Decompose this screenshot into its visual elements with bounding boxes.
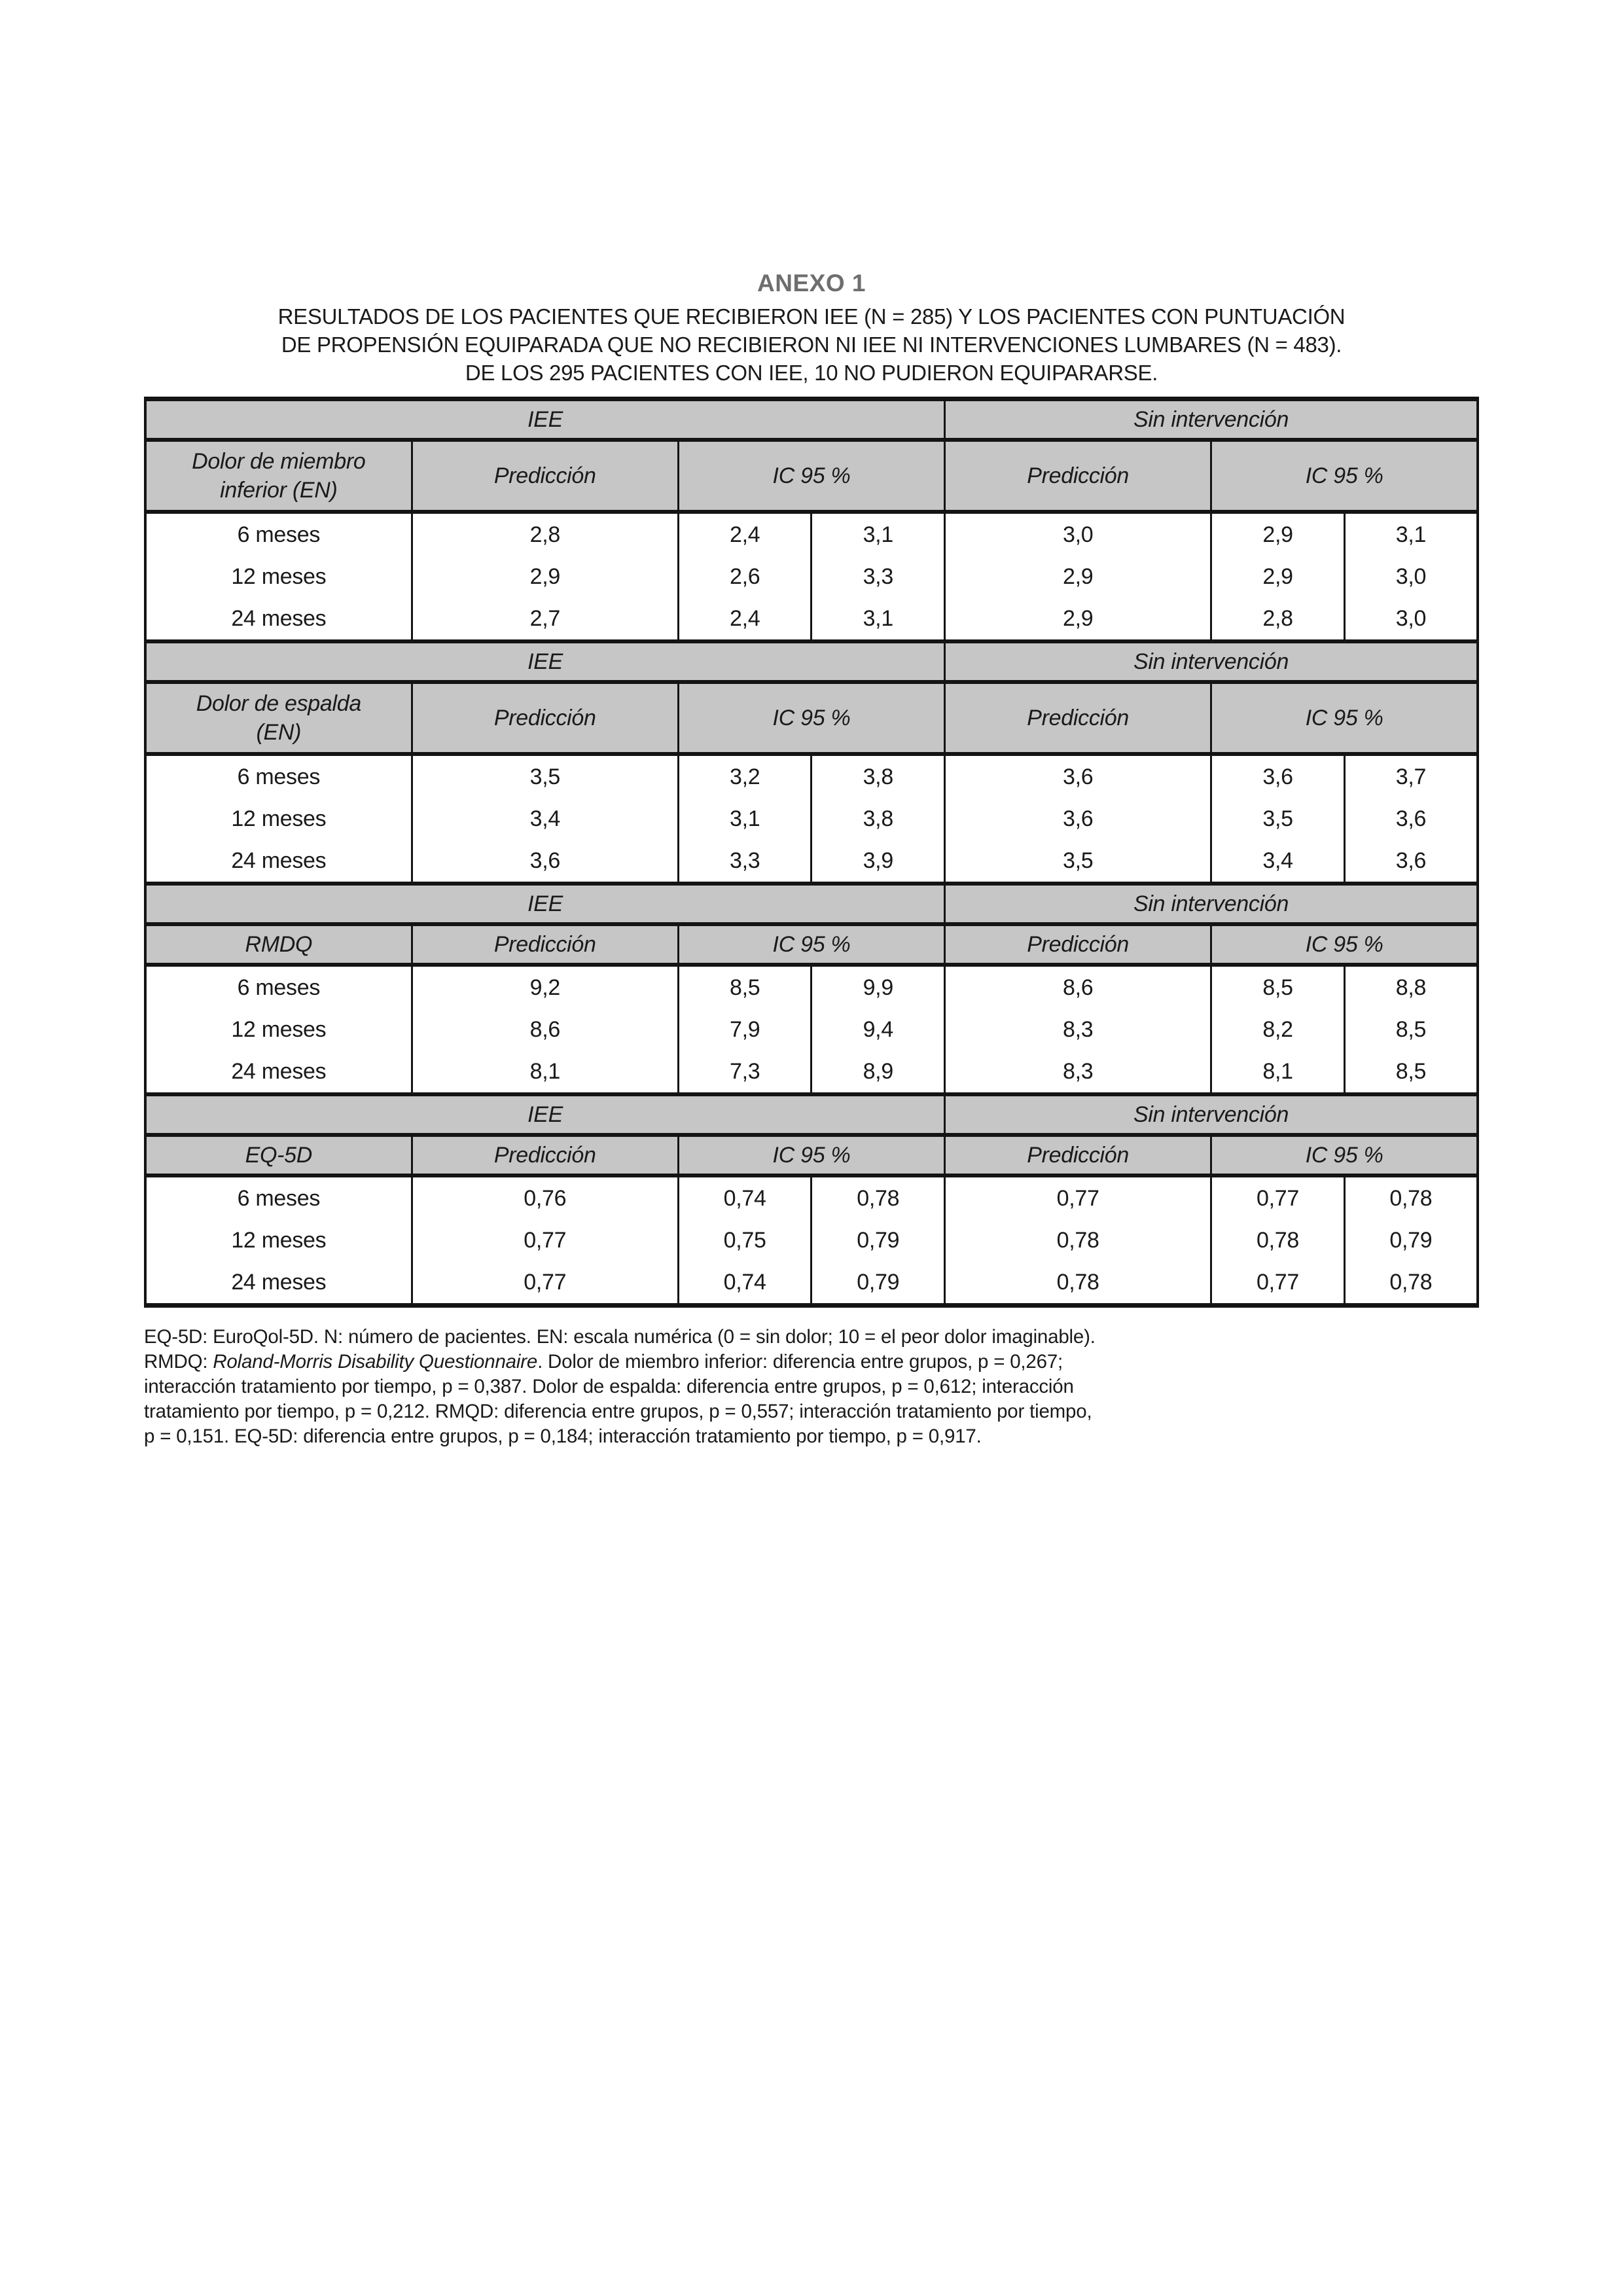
group-header-iee: IEE [145, 1094, 945, 1135]
value-sin-prediction: 2,9 [945, 598, 1211, 641]
value-iee-ci-high: 9,4 [812, 1009, 945, 1050]
footnote-italic-segment: Roland-Morris Disability Questionnaire [213, 1351, 538, 1372]
data-row [145, 598, 1478, 641]
group-header-sin-intervencion: Sin intervención [945, 399, 1478, 440]
value-sin-prediction: 3,0 [945, 512, 1211, 556]
value-sin-ci-high: 0,78 [1344, 1175, 1478, 1219]
col-header-prediction-sin: Predicción [945, 1135, 1211, 1175]
value-iee-prediction: 2,7 [412, 598, 678, 641]
value-iee-prediction: 8,6 [412, 1009, 678, 1050]
col-header-prediction-iee: Predicción [412, 1135, 678, 1175]
footnote-segment: . Dolor de miembro inferior: diferencia entre grupos, p = 0,267; [537, 1351, 1063, 1372]
value-iee-ci-low: 0,74 [678, 1175, 812, 1219]
title-line-1: RESULTADOS DE LOS PACIENTES QUE RECIBIERON IEE (N = 285) Y LOS PACIENTES CON PUNTUACIÓN [277, 304, 1346, 329]
title-line-2: DE PROPENSIÓN EQUIPARADA QUE NO RECIBIERON NI IEE NI INTERVENCIONES LUMBARES (N = 483). [281, 332, 1342, 357]
group-header-iee: IEE [145, 641, 945, 682]
col-header-prediction-iee: Predicción [412, 682, 678, 754]
group-header-iee: IEE [145, 399, 945, 440]
data-row [145, 1050, 1478, 1094]
value-iee-ci-low: 0,75 [678, 1219, 812, 1261]
col-header-ci95-sin: IC 95 % [1211, 682, 1478, 754]
row-label-time: 12 meses [145, 1219, 412, 1261]
col-header-prediction-sin: Predicción [945, 440, 1211, 512]
measure-label-line: EQ-5D [245, 1143, 313, 1168]
value-iee-ci-high: 8,9 [812, 1050, 945, 1094]
measure-label-line: RMDQ [245, 932, 313, 957]
value-iee-ci-high: 3,8 [812, 754, 945, 798]
column-header-row [145, 440, 1478, 512]
col-header-ci95-sin: IC 95 % [1211, 1135, 1478, 1175]
value-iee-prediction: 8,1 [412, 1050, 678, 1094]
value-sin-ci-low: 0,78 [1211, 1219, 1345, 1261]
value-iee-prediction: 2,8 [412, 512, 678, 556]
group-header-row [145, 641, 1478, 682]
value-sin-ci-low: 8,5 [1211, 965, 1345, 1009]
footnote-segment: interacción tratamiento por tiempo, p = 0,387. Dolor de espalda: diferencia entre grupos, p = 0,612; interacción [144, 1376, 1074, 1397]
row-label-time: 6 meses [145, 512, 412, 556]
data-row [145, 965, 1478, 1009]
value-iee-prediction: 3,5 [412, 754, 678, 798]
value-sin-ci-low: 2,9 [1211, 556, 1345, 598]
value-sin-prediction: 0,78 [945, 1261, 1211, 1306]
group-header-row [145, 1094, 1478, 1135]
value-sin-prediction: 8,6 [945, 965, 1211, 1009]
col-header-prediction-iee: Predicción [412, 440, 678, 512]
col-header-prediction-sin: Predicción [945, 682, 1211, 754]
row-label-time: 24 meses [145, 1261, 412, 1306]
measure-label [145, 440, 412, 512]
data-row [145, 1009, 1478, 1050]
footnote-line [144, 1374, 1479, 1399]
measure-label-line: Dolor de espalda [196, 691, 361, 716]
measure-label [145, 1135, 412, 1175]
value-iee-prediction: 3,6 [412, 840, 678, 884]
value-sin-ci-low: 8,2 [1211, 1009, 1345, 1050]
value-sin-ci-high: 8,5 [1344, 1050, 1478, 1094]
value-iee-ci-high: 0,78 [812, 1175, 945, 1219]
group-header-sin-intervencion: Sin intervención [945, 884, 1478, 924]
value-sin-ci-high: 8,5 [1344, 1009, 1478, 1050]
value-sin-ci-high: 8,8 [1344, 965, 1478, 1009]
value-sin-ci-high: 0,79 [1344, 1219, 1478, 1261]
value-sin-ci-high: 3,6 [1344, 840, 1478, 884]
value-sin-ci-high: 3,6 [1344, 798, 1478, 840]
value-iee-ci-high: 3,3 [812, 556, 945, 598]
data-row [145, 1219, 1478, 1261]
value-sin-prediction: 3,5 [945, 840, 1211, 884]
value-sin-ci-low: 2,8 [1211, 598, 1345, 641]
row-label-time: 12 meses [145, 798, 412, 840]
value-iee-ci-low: 8,5 [678, 965, 812, 1009]
value-iee-prediction: 0,76 [412, 1175, 678, 1219]
value-iee-ci-high: 0,79 [812, 1219, 945, 1261]
value-sin-ci-low: 3,6 [1211, 754, 1345, 798]
footnote-segment: tratamiento por tiempo, p = 0,212. RMQD: diferencia entre grupos, p = 0,557; interacción tratamiento por tiempo, [144, 1401, 1092, 1422]
value-iee-ci-low: 2,6 [678, 556, 812, 598]
col-header-prediction-sin: Predicción [945, 924, 1211, 965]
column-header-row [145, 924, 1478, 965]
value-sin-prediction: 2,9 [945, 556, 1211, 598]
value-sin-ci-low: 8,1 [1211, 1050, 1345, 1094]
value-sin-prediction: 8,3 [945, 1009, 1211, 1050]
group-header-sin-intervencion: Sin intervención [945, 1094, 1478, 1135]
column-header-row [145, 1135, 1478, 1175]
value-iee-ci-high: 3,1 [812, 598, 945, 641]
data-row [145, 840, 1478, 884]
data-row [145, 512, 1478, 556]
value-iee-ci-low: 2,4 [678, 598, 812, 641]
value-iee-ci-high: 3,1 [812, 512, 945, 556]
group-header-iee: IEE [145, 884, 945, 924]
value-iee-ci-low: 2,4 [678, 512, 812, 556]
table-footnote [144, 1325, 1479, 1449]
value-sin-ci-high: 0,78 [1344, 1261, 1478, 1306]
table-title [144, 302, 1479, 387]
value-iee-ci-low: 7,3 [678, 1050, 812, 1094]
row-label-time: 6 meses [145, 1175, 412, 1219]
title-line-3: DE LOS 295 PACIENTES CON IEE, 10 NO PUDIERON EQUIPARARSE. [465, 361, 1158, 385]
value-iee-prediction: 0,77 [412, 1219, 678, 1261]
data-row [145, 1261, 1478, 1306]
value-iee-ci-high: 0,79 [812, 1261, 945, 1306]
footnote-line [144, 1325, 1479, 1350]
row-label-time: 12 meses [145, 556, 412, 598]
group-header-row [145, 399, 1478, 440]
col-header-prediction-iee: Predicción [412, 924, 678, 965]
value-iee-ci-high: 3,9 [812, 840, 945, 884]
footnote-segment: RMDQ: [144, 1351, 213, 1372]
group-header-row [145, 884, 1478, 924]
value-iee-ci-low: 3,1 [678, 798, 812, 840]
column-header-row [145, 682, 1478, 754]
measure-label-line: (EN) [256, 720, 302, 745]
value-sin-prediction: 0,77 [945, 1175, 1211, 1219]
col-header-ci95-sin: IC 95 % [1211, 440, 1478, 512]
data-row [145, 556, 1478, 598]
row-label-time: 24 meses [145, 1050, 412, 1094]
data-row [145, 798, 1478, 840]
measure-label-line: inferior (EN) [220, 478, 338, 503]
value-iee-ci-high: 3,8 [812, 798, 945, 840]
value-sin-prediction: 8,3 [945, 1050, 1211, 1094]
value-iee-prediction: 0,77 [412, 1261, 678, 1306]
measure-label [145, 682, 412, 754]
col-header-ci95-iee: IC 95 % [678, 924, 944, 965]
footnote-line [144, 1399, 1479, 1424]
value-sin-ci-low: 3,4 [1211, 840, 1345, 884]
row-label-time: 24 meses [145, 840, 412, 884]
value-iee-prediction: 2,9 [412, 556, 678, 598]
value-sin-ci-high: 3,1 [1344, 512, 1478, 556]
value-iee-ci-low: 7,9 [678, 1009, 812, 1050]
value-sin-ci-high: 3,0 [1344, 556, 1478, 598]
data-row [145, 1175, 1478, 1219]
value-iee-ci-high: 9,9 [812, 965, 945, 1009]
row-label-time: 24 meses [145, 598, 412, 641]
value-sin-ci-high: 3,0 [1344, 598, 1478, 641]
page-content [144, 0, 1479, 1449]
annex-label: ANEXO 1 [757, 270, 866, 296]
row-label-time: 6 meses [145, 754, 412, 798]
value-sin-prediction: 3,6 [945, 798, 1211, 840]
value-sin-prediction: 0,78 [945, 1219, 1211, 1261]
value-sin-prediction: 3,6 [945, 754, 1211, 798]
row-label-time: 6 meses [145, 965, 412, 1009]
value-iee-ci-low: 3,3 [678, 840, 812, 884]
footnote-segment: p = 0,151. EQ-5D: diferencia entre grupos, p = 0,184; interacción tratamiento por tiempo, p = 0,917. [144, 1426, 982, 1447]
col-header-ci95-sin: IC 95 % [1211, 924, 1478, 965]
data-row [145, 754, 1478, 798]
value-iee-ci-low: 0,74 [678, 1261, 812, 1306]
group-header-sin-intervencion: Sin intervención [945, 641, 1478, 682]
value-sin-ci-high: 3,7 [1344, 754, 1478, 798]
value-sin-ci-low: 2,9 [1211, 512, 1345, 556]
footnote-line [144, 1424, 1479, 1449]
value-sin-ci-low: 3,5 [1211, 798, 1345, 840]
col-header-ci95-iee: IC 95 % [678, 440, 944, 512]
results-table [144, 397, 1479, 1308]
value-iee-prediction: 3,4 [412, 798, 678, 840]
measure-label [145, 924, 412, 965]
value-iee-prediction: 9,2 [412, 965, 678, 1009]
value-iee-ci-low: 3,2 [678, 754, 812, 798]
footnote-segment: EQ-5D: EuroQol-5D. N: número de pacientes. EN: escala numérica (0 = sin dolor; 10 = el peor dolor imaginable). [144, 1326, 1096, 1348]
row-label-time: 12 meses [145, 1009, 412, 1050]
col-header-ci95-iee: IC 95 % [678, 1135, 944, 1175]
value-sin-ci-low: 0,77 [1211, 1261, 1345, 1306]
value-sin-ci-low: 0,77 [1211, 1175, 1345, 1219]
footnote-line [144, 1350, 1479, 1374]
measure-label-line: Dolor de miembro [192, 449, 366, 474]
col-header-ci95-iee: IC 95 % [678, 682, 944, 754]
